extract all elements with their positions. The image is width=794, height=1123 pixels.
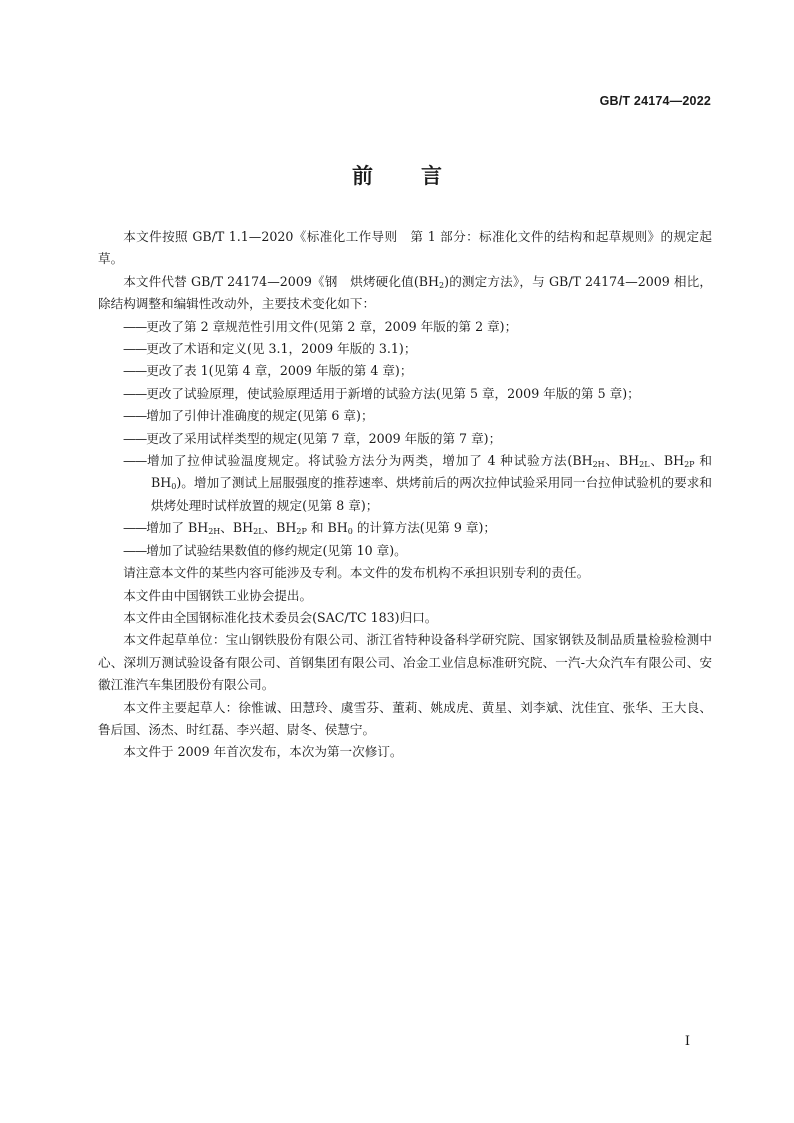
dash-marker: —— bbox=[123, 542, 147, 558]
dash-marker: —— bbox=[123, 430, 147, 446]
change-item bbox=[98, 450, 712, 517]
dash-marker: —— bbox=[123, 363, 147, 379]
page-number: I bbox=[684, 1034, 690, 1049]
standard-number: GB/T 24174—2022 bbox=[599, 94, 711, 108]
change-text: 、BH bbox=[220, 520, 254, 536]
dash-marker: —— bbox=[123, 520, 147, 536]
paragraph-text: )的测定方法》，与 GB/T 24174—2009 相比，除结构调整和编辑性改动外，主要技术变化如下： bbox=[98, 273, 712, 312]
paragraph-committee: 本文件由全国钢标准化技术委员会(SAC/TC 183)归口。 bbox=[123, 609, 438, 625]
paragraph-text: 本文件代替 GB/T 24174—2009《钢 烘烤硬化值(BH bbox=[123, 273, 440, 289]
subscript: 2P bbox=[684, 460, 695, 470]
paragraph-drafting-units: 本文件起草单位：宝山钢铁股份有限公司、浙江省特种设备科学研究院、国家钢铁及制品质量检验检测中心、深圳万测试验设备有限公司、首钢集团有限公司、冶金工业信息标准研究院、一汽-大众汽车有限公司、安徽江淮汽车集团股份有限公司。 bbox=[98, 632, 712, 693]
change-text: 和 BH bbox=[306, 520, 348, 536]
dash-marker: —— bbox=[123, 385, 147, 401]
change-text: )。增加了测试上屈服强度的推荐速率、烘烤前后的两次拉伸试验采用同一台拉伸试验机的要求和烘烤处理时试样放置的规定(见第 8 章)； bbox=[151, 475, 712, 513]
change-text: 增加了 BH bbox=[146, 520, 209, 536]
change-text: 、BH bbox=[263, 520, 297, 536]
change-item bbox=[98, 517, 712, 539]
change-text: 增加了拉伸试验温度规定。将试验方法分为两类，增加了 4 种试验方法(BH bbox=[146, 453, 593, 469]
change-item bbox=[98, 338, 712, 360]
subscript: 2H bbox=[592, 460, 605, 470]
subscript: 2L bbox=[639, 460, 650, 470]
change-item bbox=[98, 316, 712, 338]
paragraph-drafters: 本文件主要起草人：徐惟诚、田慧玲、虞雪芬、董莉、姚成虎、黄星、刘李斌、沈佳宜、张华、王大良、鲁后国、汤杰、时红磊、李兴超、尉冬、侯慧宁。 bbox=[98, 699, 712, 737]
subscript: 2H bbox=[208, 527, 221, 537]
change-item bbox=[98, 428, 712, 450]
change-text: 增加了引伸计准确度的规定(见第 6 章)； bbox=[146, 408, 374, 424]
paragraph-proposer: 本文件由中国钢铁工业协会提出。 bbox=[123, 587, 313, 603]
subscript: 2P bbox=[296, 527, 307, 537]
paragraph-patent-notice: 请注意本文件的某些内容可能涉及专利。本文件的发布机构不承担识别专利的责任。 bbox=[123, 565, 590, 581]
dash-marker: —— bbox=[123, 318, 147, 334]
dash-marker: —— bbox=[123, 453, 147, 469]
change-text: 增加了试验结果数值的修约规定(见第 10 章)。 bbox=[146, 542, 407, 558]
subscript: 2 bbox=[439, 280, 445, 290]
change-text: 更改了术语和定义(见 3.1，2009 年版的 3.1)； bbox=[146, 341, 417, 357]
subscript: 0 bbox=[347, 527, 353, 537]
dash-marker: —— bbox=[123, 341, 147, 357]
paragraph-drafting-rules: 本文件按照 GB/T 1.1—2020《标准化工作导则 第 1 部分：标准化文件的结构和起草规则》的规定起草。 bbox=[98, 229, 712, 267]
change-item bbox=[98, 405, 712, 427]
page-title: 前言 bbox=[352, 164, 490, 188]
change-text: 和 BH bbox=[151, 453, 712, 491]
change-text: 、BH bbox=[649, 453, 685, 469]
dash-marker: —— bbox=[123, 408, 147, 424]
change-item bbox=[98, 360, 712, 382]
subscript: 0 bbox=[171, 482, 177, 492]
change-item bbox=[98, 540, 712, 562]
change-item bbox=[98, 383, 712, 405]
subscript: 2L bbox=[253, 527, 264, 537]
change-text: 的计算方法(见第 9 章)； bbox=[352, 520, 497, 536]
change-text: 更改了试验原理，使试验原理适用于新增的试验方法(见第 5 章，2009 年版的第 5 章)； bbox=[146, 385, 640, 401]
change-text: 更改了表 1(见第 4 章，2009 年版的第 4 章)； bbox=[146, 363, 413, 379]
paragraph-replacement bbox=[98, 271, 712, 316]
change-text: 更改了第 2 章规范性引用文件(见第 2 章，2009 年版的第 2 章)； bbox=[146, 318, 518, 334]
change-text: 、BH bbox=[604, 453, 640, 469]
paragraph-history: 本文件于 2009 年首次发布，本次为第一次修订。 bbox=[123, 744, 403, 760]
foreword-body bbox=[98, 226, 712, 764]
change-text: 更改了采用试样类型的规定(见第 7 章，2009 年版的第 7 章)； bbox=[146, 430, 502, 446]
